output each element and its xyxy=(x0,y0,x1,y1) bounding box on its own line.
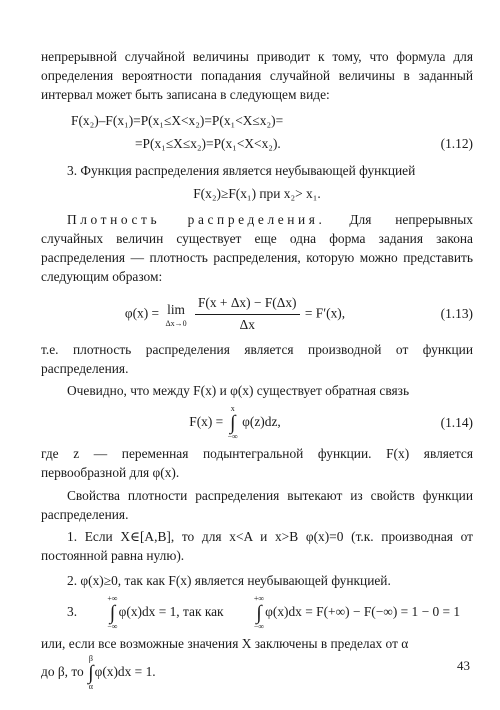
paragraph-variable: где z — переменная подынтегральной функции. F(x) является первообразной для φ(x). xyxy=(41,446,473,481)
equation-number: (1.13) xyxy=(440,306,473,322)
paragraph-density xyxy=(41,211,473,286)
paragraph-text: Для непрерывных случайных величин существует еще одна форма задания закона распределения — плотность распределения, которую можно представить следующим образом: xyxy=(41,212,473,284)
paragraph-properties: Свойства плотности распределения вытекают из свойств функции распределения. xyxy=(41,487,473,522)
paragraph-bounds-integral: до β, то β ∫ α φ(x)dx = 1. xyxy=(41,654,156,692)
property-3-integral: 3. +∞ ∫ −∞ φ(x)dx = 1, так как +∞ ∫ −∞ φ(x)dx = F(+∞) − F(−∞) = 1 − 0 = 1 xyxy=(67,593,461,631)
property-3: 3. Функция распределения является неубывающей функцией xyxy=(67,162,416,178)
paragraph-intro: непрерывной случайной величины приводит к тому, что формула для определения вероятности попадания случайной величины в заданный интервал может быть записана в следующем виде: xyxy=(41,49,473,102)
fraction-numerator: F(x + Δx) − F(Δx) xyxy=(195,294,300,315)
equation-1-12-line2 xyxy=(41,135,473,154)
page-body xyxy=(41,48,473,691)
section-heading: Плотность распределения. xyxy=(67,212,326,228)
limit-operator: lim xyxy=(167,302,185,318)
limit-subscript: Δx→0 xyxy=(165,319,187,329)
equation-text: =P(x₁≤X≤x₂)=P(x₁<X<x₂). xyxy=(135,136,281,152)
equation-lhs: F(x) = xyxy=(189,414,227,430)
fraction-denominator: Δx xyxy=(239,317,255,333)
equation-rhs: = F′(x), xyxy=(304,305,346,321)
paragraph-inverse: Очевидно, что между F(x) и φ(x) существует обратная связь xyxy=(67,383,410,399)
paragraph-bounds: или, если все возможные значения X заключены в пределах от α xyxy=(41,635,409,651)
integrand: φ(z)dz, xyxy=(242,414,281,430)
equation-1-12-line1 xyxy=(41,112,473,131)
equation-text: F(x₂)–F(x₁)=P(x₁≤X<x₂)=P(x₁<X≤x₂)= xyxy=(71,113,284,129)
property-3-formula: F(x₂)≥F(x₁) при x₂> x₁. xyxy=(193,185,321,201)
property-2: 2. φ(x)≥0, так как F(x) является неубывающей функцией. xyxy=(67,572,391,588)
equation-number: (1.14) xyxy=(440,414,473,430)
equation-1-14 xyxy=(41,405,473,441)
property-1: 1. Если X∈[A,B], то для x<A и x>B φ(x)=0 (т.к. производная от постоянной равна нулю). xyxy=(41,529,473,564)
paragraph-derivative: т.е. плотность распределения является производной от функции распределения. xyxy=(41,341,473,376)
equation-1-13 xyxy=(41,294,473,335)
equation-lhs: φ(x) = xyxy=(124,305,163,321)
integral-sign: x ∫ −∞ xyxy=(227,404,238,442)
integral-sign: +∞ ∫ −∞ xyxy=(253,593,265,631)
page-number: 43 xyxy=(457,658,470,673)
integral-sign: +∞ ∫ −∞ xyxy=(107,593,118,631)
property-3-formula-row xyxy=(41,185,473,204)
integral-sign: β ∫ α xyxy=(88,654,94,692)
equation-number: (1.12) xyxy=(440,136,473,152)
